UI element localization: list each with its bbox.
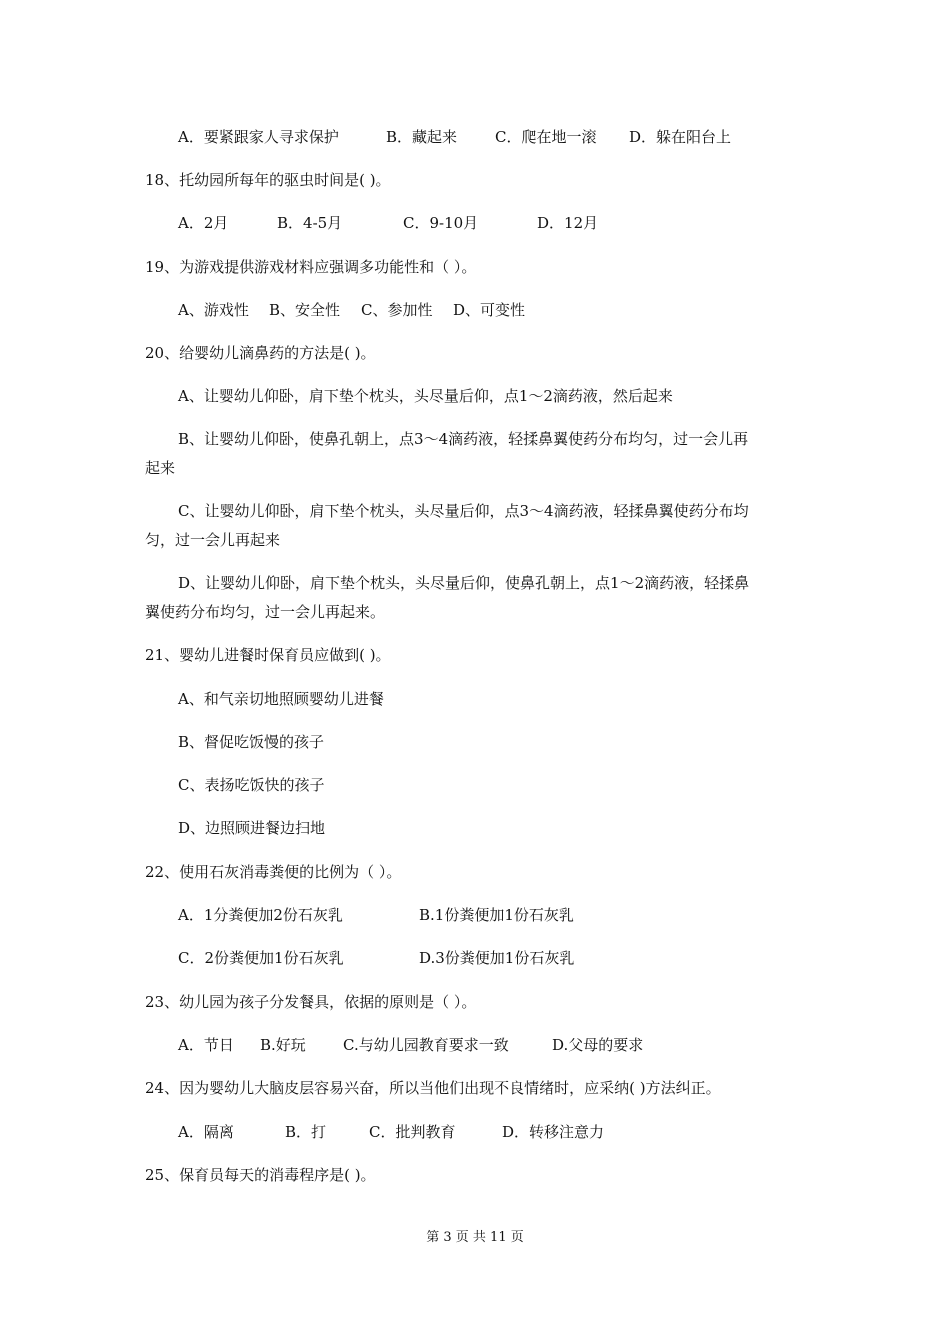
q24-option-c: C．批判教育 bbox=[369, 1123, 456, 1141]
q17-option-b: B．藏起来 bbox=[386, 128, 458, 146]
q18-option-c: C．9-10月 bbox=[403, 214, 479, 232]
q21-option-c: C、表扬吃饭快的孩子 bbox=[178, 776, 325, 794]
q23-option-d: D.父母的要求 bbox=[552, 1036, 644, 1054]
q23-option-a: A．节日 bbox=[178, 1036, 234, 1054]
q17-option-a: A．要紧跟家人寻求保护 bbox=[178, 128, 339, 146]
q22-option-b: B.1份粪便加1份石灰乳 bbox=[419, 906, 574, 924]
q20-option-d-continued: 翼使药分布均匀，过一会儿再起来。 bbox=[145, 603, 386, 621]
q18-option-b: B．4-5月 bbox=[277, 214, 343, 232]
q24-option-a: A．隔离 bbox=[178, 1123, 234, 1141]
q24-option-b: B．打 bbox=[285, 1123, 327, 1141]
q22-option-a: A．1分粪便加2份石灰乳 bbox=[178, 906, 343, 924]
q18-option-a: A．2月 bbox=[178, 214, 229, 232]
q17-option-c: C．爬在地一滚 bbox=[495, 128, 597, 146]
q24-stem: 24、因为婴幼儿大脑皮层容易兴奋，所以当他们出现不良情绪时，应采纳( )方法纠正。 bbox=[145, 1079, 721, 1097]
q20-option-c: C、让婴幼儿仰卧，肩下垫个枕头，头尽量后仰，点3～4滴药液，轻揉鼻翼使药分布均 bbox=[178, 502, 749, 520]
q20-option-a: A、让婴幼儿仰卧，肩下垫个枕头，头尽量后仰，点1～2滴药液，然后起来 bbox=[178, 387, 673, 405]
q21-option-d: D、边照顾进餐边扫地 bbox=[178, 819, 326, 837]
q20-option-c-continued: 匀，过一会儿再起来 bbox=[145, 531, 281, 549]
q21-stem: 21、婴幼儿进餐时保育员应做到( )。 bbox=[145, 646, 391, 664]
q25-stem: 25、保育员每天的消毒程序是( )。 bbox=[145, 1166, 376, 1184]
q22-stem: 22、使用石灰消毒粪便的比例为（ ）。 bbox=[145, 863, 402, 881]
q18-stem: 18、托幼园所每年的驱虫时间是( )。 bbox=[145, 171, 391, 189]
q23-option-c: C.与幼儿园教育要求一致 bbox=[343, 1036, 509, 1054]
q22-option-c: C．2份粪便加1份石灰乳 bbox=[178, 949, 344, 967]
q19-stem: 19、为游戏提供游戏材料应强调多功能性和（ ）。 bbox=[145, 258, 477, 276]
q22-option-d: D.3份粪便加1份石灰乳 bbox=[419, 949, 575, 967]
q23-stem: 23、幼儿园为孩子分发餐具，依据的原则是（ ）。 bbox=[145, 993, 477, 1011]
q17-option-d: D．躲在阳台上 bbox=[629, 128, 732, 146]
page-footer: 第 3 页 共 11 页 bbox=[426, 1230, 524, 1245]
q20-option-d: D、让婴幼儿仰卧，肩下垫个枕头，头尽量后仰，使鼻孔朝上，点1～2滴药液，轻揉鼻 bbox=[178, 574, 750, 592]
q19-option-b: B、安全性 bbox=[269, 301, 341, 319]
q23-option-b: B.好玩 bbox=[260, 1036, 306, 1054]
q21-option-a: A、和气亲切地照顾婴幼儿进餐 bbox=[178, 690, 384, 708]
q18-option-d: D．12月 bbox=[537, 214, 599, 232]
q21-option-b: B、督促吃饭慢的孩子 bbox=[178, 733, 325, 751]
q19-option-d: D、可变性 bbox=[453, 301, 526, 319]
q19-option-a: A、游戏性 bbox=[178, 301, 249, 319]
q20-option-b-continued: 起来 bbox=[145, 459, 176, 477]
q19-option-c: C、参加性 bbox=[361, 301, 433, 319]
q24-option-d: D．转移注意力 bbox=[502, 1123, 605, 1141]
q20-stem: 20、给婴幼儿滴鼻药的方法是( )。 bbox=[145, 344, 376, 362]
q20-option-b: B、让婴幼儿仰卧，使鼻孔朝上，点3～4滴药液，轻揉鼻翼使药分布均匀，过一会儿再 bbox=[178, 430, 749, 448]
